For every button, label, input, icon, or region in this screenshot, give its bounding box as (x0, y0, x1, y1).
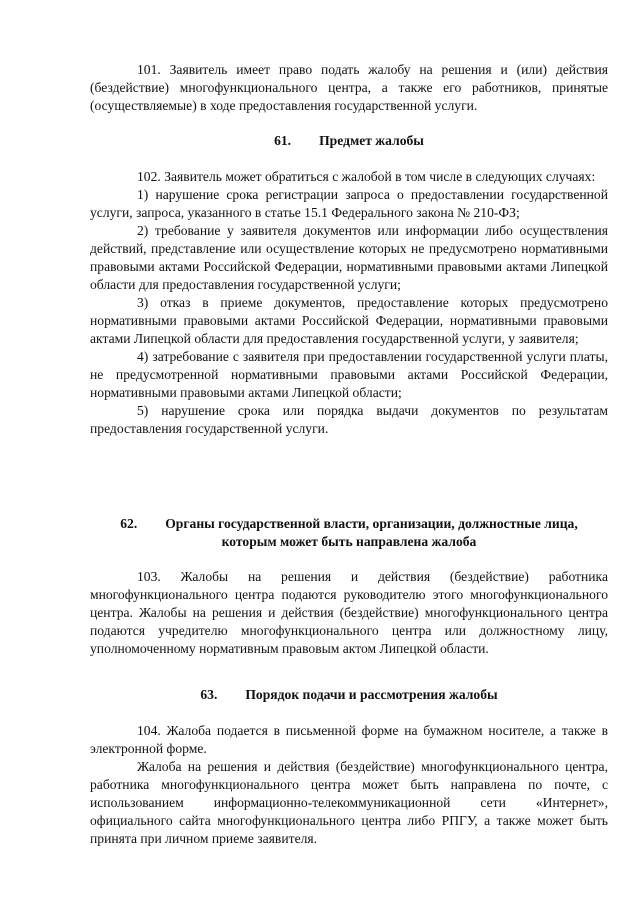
heading-63 (90, 686, 608, 704)
list-item-102-3: 3) отказ в приеме документов, предоставление которых предусмотрено нормативными правовыми актами Российской Федерации, нормативными правовыми актами Липецкой области для предоставления государственной услуги, у заявителя; (90, 295, 608, 346)
paragraph-103 (90, 568, 608, 658)
heading-63-title: Порядок подачи и рассмотрения жалобы (245, 687, 498, 702)
section-104 (90, 722, 608, 848)
paragraph-102-text: 102. Заявитель может обратиться с жалобой в том числе в следующих случаях: (137, 169, 596, 184)
heading-61-title: Предмет жалобы (319, 133, 424, 148)
list-item-102-4: 4) затребование с заявителя при предоставлении государственной услуги платы, не предусмотренной нормативными правовыми актами Российской Федерации, нормативными правовыми актами Липецкой области; (90, 349, 608, 400)
heading-62-title-line-2: которым может быть направлена жалоба (221, 534, 477, 549)
paragraph-104-text-b: Жалоба на решения и действия (бездействие) многофункционального центра, работника многофункционального центра может быть направлена по почте, с использованием информационно-телекоммуникационной сети «Интернет», официального сайта многофункционального центра либо РПГУ, а также может быть принята при личном приеме заявителя. (90, 759, 608, 846)
paragraph-103-text: 103. Жалобы на решения и действия (бездействие) работника многофункционального центра подаются руководителю этого многофункционального центра. Жалобы на решения и действия (бездействие) многофункционального центра подаются учредителю многофункционального центра или должностному лицу, уполномоченному нормативным правовым актом Липецкой области. (90, 569, 608, 656)
paragraph-101-text: 101. Заявитель имеет право подать жалобу на решения и (или) действия (бездействие) многофункционального центра, а также его работников, принятые (осуществляемые) в ходе предоставления государственной услуги. (90, 62, 608, 113)
list-item-102-5: 5) нарушение срока или порядка выдачи документов по результатам предоставления государственной услуги. (90, 403, 608, 436)
heading-62-line-1 (90, 515, 608, 533)
heading-62-number: 62. (120, 516, 138, 531)
list-item-102-1: 1) нарушение срока регистрации запроса о предоставлении государственной услуги, запроса, указанного в статье 15.1 Федерального закона № 210-ФЗ; (90, 187, 608, 220)
list-item-102-2: 2) требование у заявителя документов или информации либо осуществления действий, представление или осуществление которых не предусмотрено нормативными правовыми актами Российской Федерации, нормативными правовыми актами Липецкой области для предоставления государственной услуги; (90, 223, 608, 292)
paragraph-104-text-a: 104. Жалоба подается в письменной форме на бумажном носителе, а также в электронной форме. (90, 723, 608, 756)
heading-61-number: 61. (274, 133, 292, 148)
heading-63-number: 63. (200, 687, 218, 702)
heading-62 (90, 515, 608, 551)
section-102 (90, 168, 608, 438)
heading-62-title-line-1: Органы государственной власти, организации, должностные лица, (165, 516, 578, 531)
paragraph-101 (90, 61, 608, 115)
heading-61 (90, 132, 608, 150)
